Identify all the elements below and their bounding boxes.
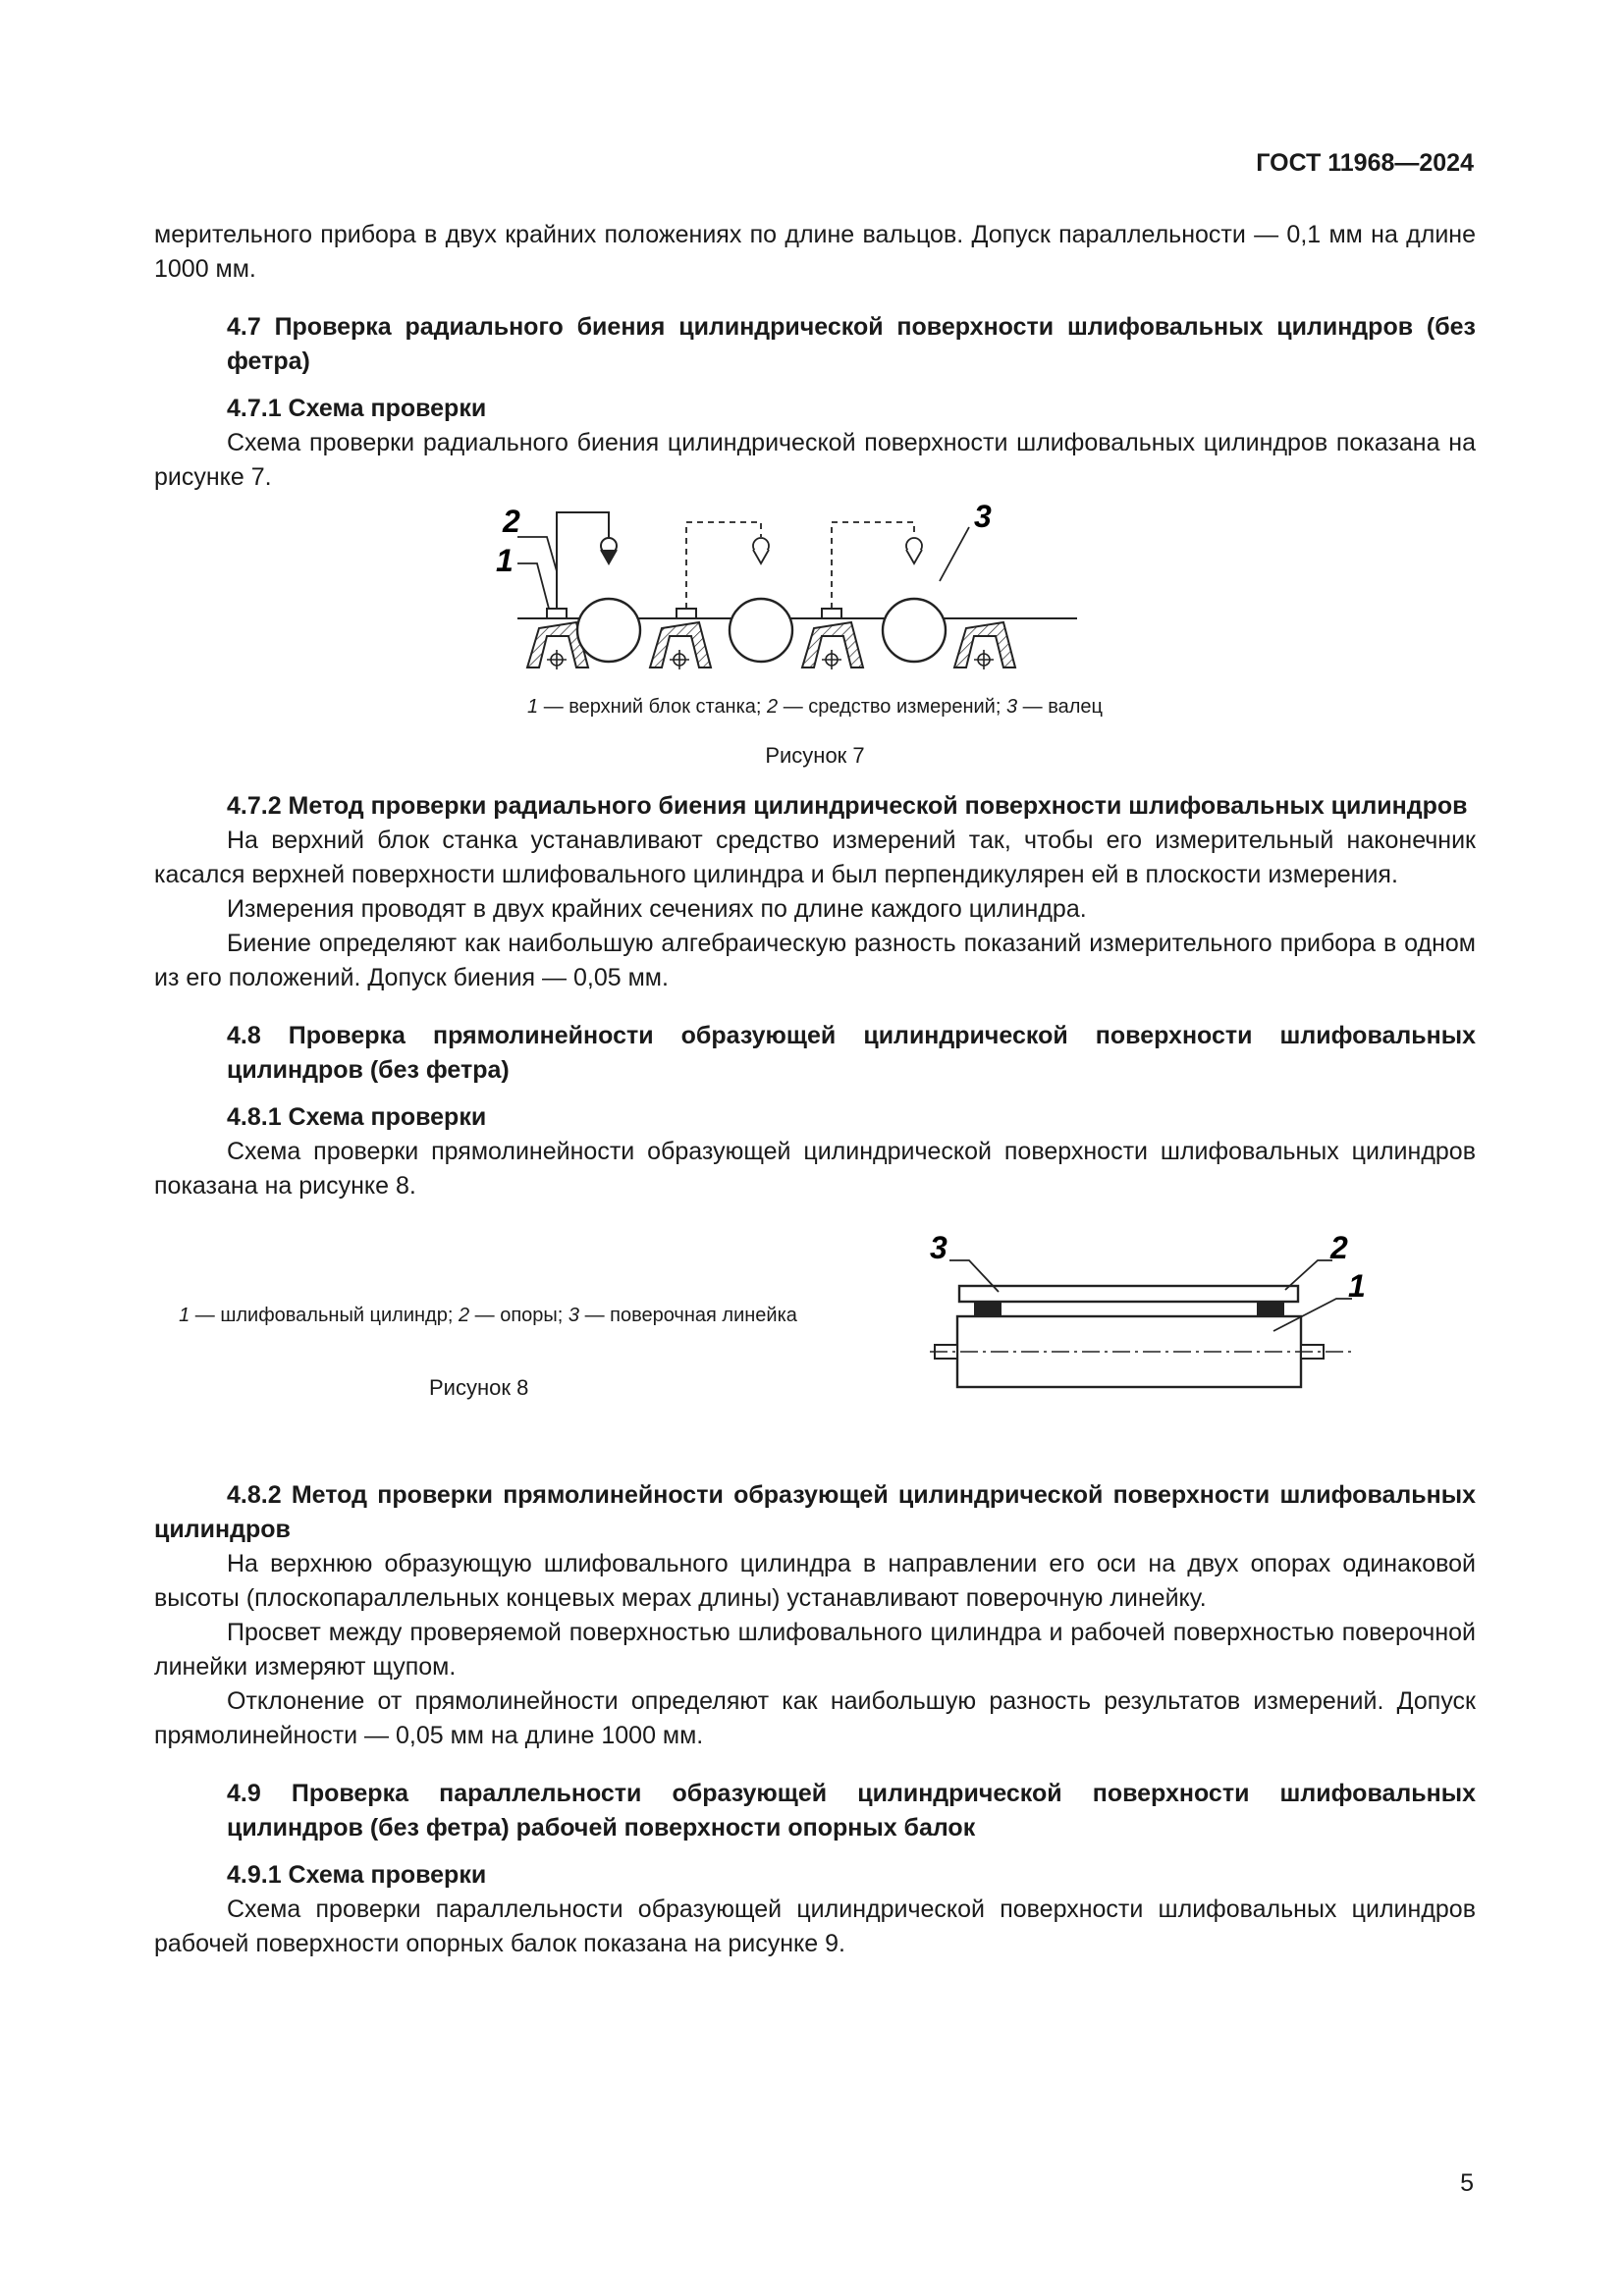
- figure-7-drawing: [496, 499, 1116, 689]
- figure-7-label-3: 3: [974, 499, 992, 534]
- section-4-7-heading: 4.7 Проверка радиального биения цилиндрической поверхности шлифовальных цилиндров (без фетра): [227, 313, 1476, 375]
- figure-7-legend: [154, 693, 1476, 721]
- figure-7-title: Рисунок 7: [765, 743, 865, 768]
- section-4-8-2-p2: Просвет между проверяемой поверхностью шлифовального цилиндра и рабочей поверхностью поверочной линейки измеряют щупом.: [154, 1619, 1476, 1681]
- figure-7: [154, 495, 1476, 789]
- figure-7-label-1: 1: [496, 543, 514, 578]
- section-4-8-1-text: Схема проверки прямолинейности образующей цилиндрической поверхности шлифовальных цилиндров показана на рисунке 8.: [154, 1138, 1476, 1200]
- figure-8-legend: [164, 1302, 812, 1329]
- legend-text: — средство измерений;: [778, 696, 1006, 718]
- section-4-7-2-heading: 4.7.2 Метод проверки радиального биения цилиндрической поверхности шлифовальных цилиндров: [227, 792, 1468, 820]
- document-id: ГОСТ 11968—2024: [1256, 149, 1474, 177]
- section-4-8-1-heading: 4.8.1 Схема проверки: [227, 1103, 487, 1131]
- legend-num: 3: [1005, 696, 1018, 718]
- legend-text: — поверочная линейка: [579, 1305, 797, 1326]
- section-4-9-1-heading: 4.9.1 Схема проверки: [227, 1861, 487, 1889]
- supports: [974, 1302, 1284, 1315]
- section-4-8-2-p1: На верхнюю образующую шлифовального цилиндра в направлении его оси на двух опорах одинаковой высоты (плоскопараллельных концевых мерах длины) устанавливают поверочную линейку.: [154, 1550, 1476, 1612]
- figure-8: [154, 1203, 1476, 1478]
- section-4-9-heading: 4.9 Проверка параллельности образующей цилиндрической поверхности шлифовальных цилиндров (без фетра) рабочей поверхности опорных балок: [227, 1780, 1476, 1842]
- legend-num: 2: [767, 696, 779, 718]
- section-4-9-1-text: Схема проверки параллельности образующей цилиндрической поверхности шлифовальных цилиндров рабочей поверхности опорных балок показана на рисунке 9.: [154, 1896, 1476, 1957]
- section-4-7-2-p2: Измерения проводят в двух крайних сечениях по длине каждого цилиндра.: [227, 895, 1087, 923]
- straightedge: [959, 1286, 1298, 1302]
- legend-text: — опоры;: [469, 1305, 568, 1326]
- section-4-7-2-p3: Биение определяют как наибольшую алгебраическую разность показаний измерительного прибора в одном из его положений. Допуск биения — 0,05 мм.: [154, 930, 1476, 991]
- measuring-instrument-dashed: [686, 522, 914, 609]
- page-content: [154, 218, 1476, 1961]
- legend-text: — валец: [1017, 696, 1103, 718]
- figure-8-label-2: 2: [1330, 1230, 1348, 1265]
- measuring-instrument-solid: [557, 512, 617, 609]
- page-number: 5: [1460, 2169, 1474, 2197]
- legend-text: — верхний блок станка;: [538, 696, 768, 718]
- figure-8-label-3: 3: [930, 1230, 947, 1265]
- section-4-8-heading: 4.8 Проверка прямолинейности образующей цилиндрической поверхности шлифовальных цилиндров (без фетра): [227, 1022, 1476, 1084]
- section-4-8-2-heading: 4.8.2 Метод проверки прямолинейности образующей цилиндрической поверхности шлифовальных цилиндров: [154, 1481, 1476, 1543]
- legend-num: 1: [179, 1305, 190, 1326]
- section-4-8-2-p3: Отклонение от прямолинейности определяют как наибольшую разность результатов измерений. Допуск прямолинейности — 0,05 мм на длине 1000 мм.: [154, 1687, 1476, 1749]
- legend-num: 1: [527, 696, 539, 718]
- legend-text: — шлифовальный цилиндр;: [189, 1305, 459, 1326]
- figure-8-label-1: 1: [1348, 1268, 1366, 1304]
- dial-heads: [753, 538, 922, 563]
- continuation-paragraph: мерительного прибора в двух крайних положениях по длине вальцов. Допуск параллельности — 0,1 мм на длине 1000 мм.: [154, 221, 1476, 283]
- legend-num: 3: [568, 1305, 580, 1326]
- section-4-7-1-heading: 4.7.1 Схема проверки: [227, 395, 487, 422]
- section-4-7-2-p1: На верхний блок станка устанавливают средство измерений так, чтобы его измерительный наконечник касался верхней поверхности шлифовального цилиндра и был перпендикулярен ей в плоскости измерения.: [154, 827, 1476, 888]
- figure-7-label-2: 2: [503, 504, 520, 539]
- rollers: [577, 599, 946, 662]
- legend-num: 2: [458, 1305, 470, 1326]
- figure-8-title: Рисунок 8: [429, 1375, 529, 1400]
- section-4-7-1-text: Схема проверки радиального биения цилиндрической поверхности шлифовальных цилиндров показана на рисунке 7.: [154, 429, 1476, 491]
- leader-lines: [517, 527, 969, 609]
- figure-8-drawing: [930, 1223, 1421, 1419]
